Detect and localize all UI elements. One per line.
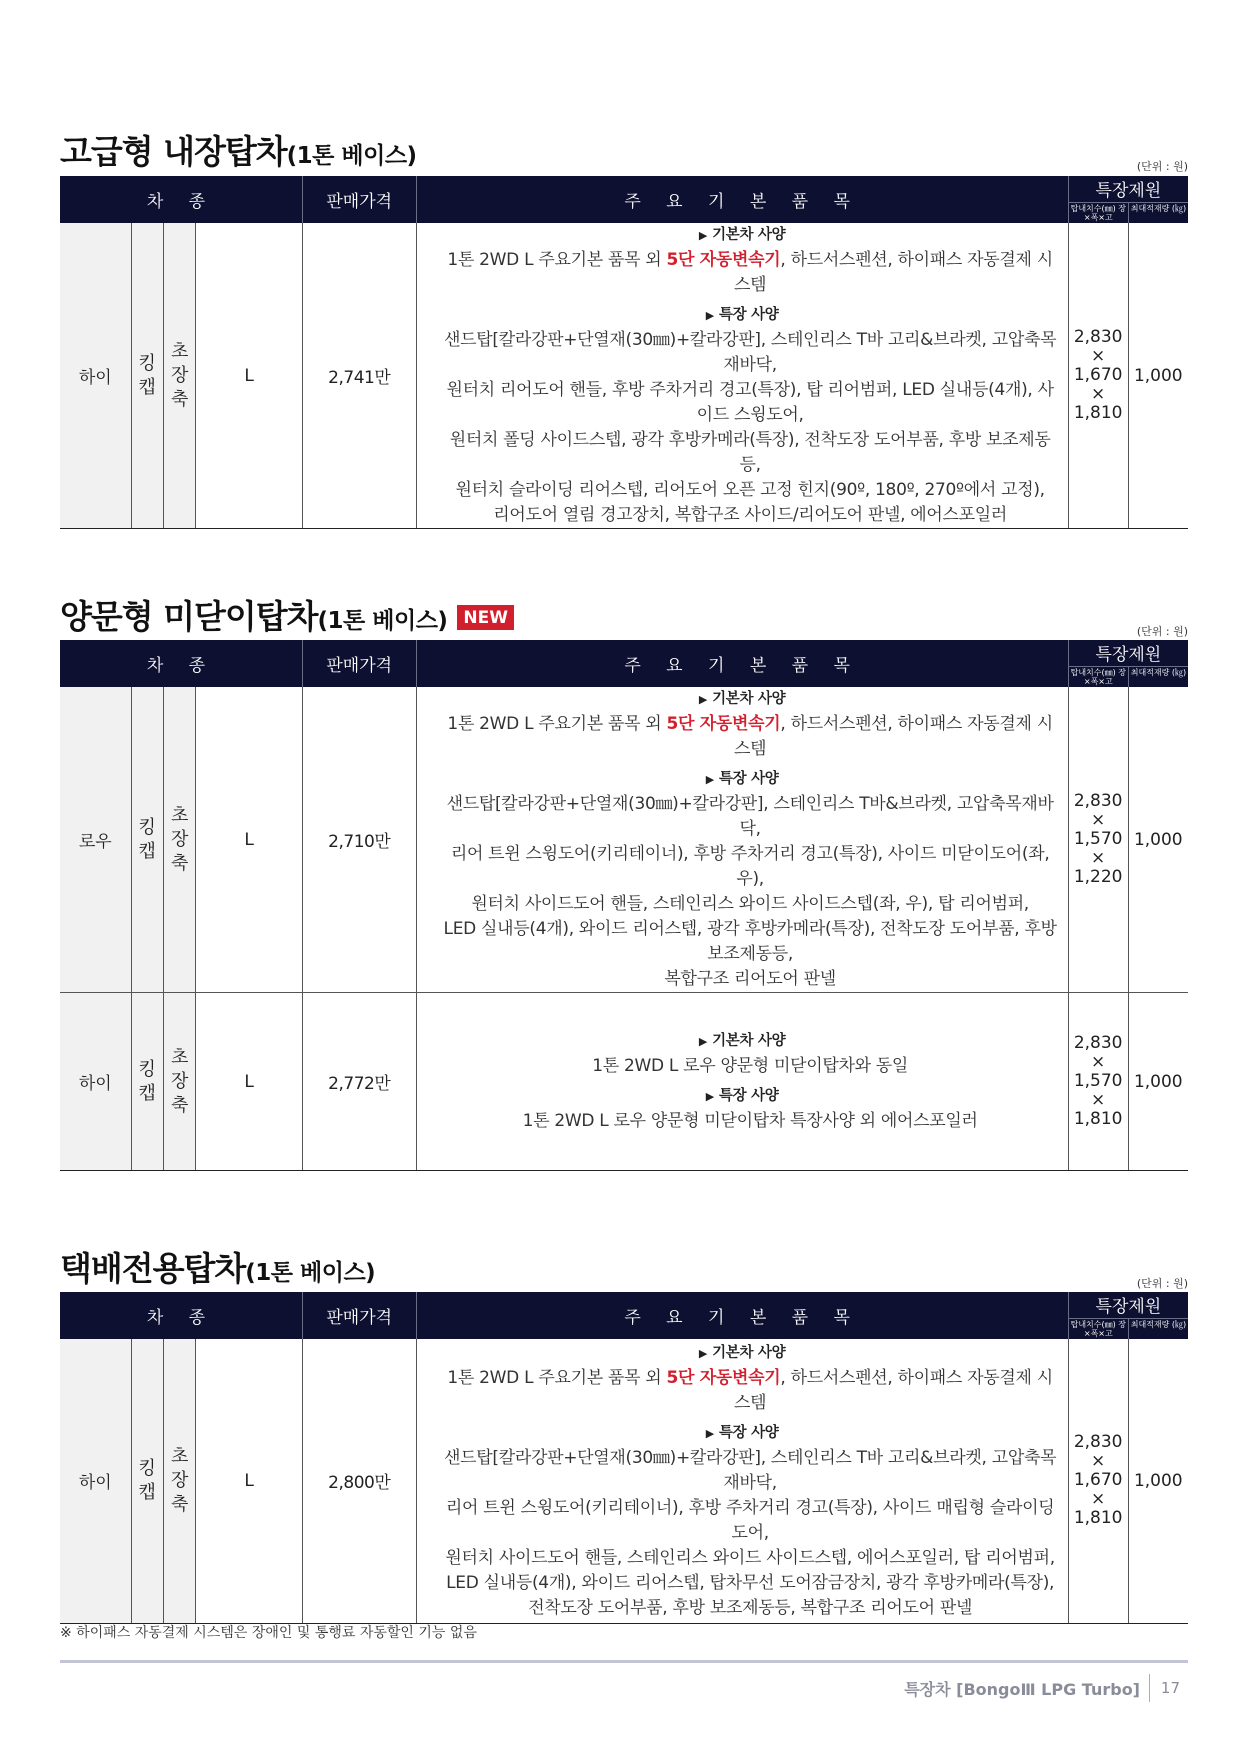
feature-line: 1톤 2WD L 로우 양문형 미닫이탑차와 동일 xyxy=(592,1056,909,1076)
feature-line: 1톤 2WD L 로우 양문형 미닫이탑차 특장사양 외 에어스포일러 xyxy=(522,1111,978,1131)
table-header-row xyxy=(60,176,1188,223)
triangle-bullet-icon: ▶ xyxy=(705,309,714,322)
feature-line: 원터치 리어도어 핸들, 후방 주차거리 경고(특장), 탑 리어범퍼, LED 실내등(4개), 사이드 스윙도어, xyxy=(446,380,1054,425)
special-spec-group: ▶ 특장 사양 샌드탑[칼라강판+단열재(30㎜)+칼라강판], 스테인리스 T바 고리&브라켓, 고압축목재바닥, 리어 트윈 스윙도어(키리테이너), 후방 주차거리 경고(특장), 사이드 매립형 슬라이딩도어, 원터치 사이드도어 핸들, 스테인리스 와이드 사이드스텝, 에어스포일러, 탑 리어범퍼, LED 실내등(4개), 와이드 리어스텝, 탑차무선 도어잠금장치, 광각 후방카메라(특장), 전착도장 도어부품, 후방 보조제동등, 복합구조 리어도어 판넬 xyxy=(425,1421,1060,1621)
header-features: 주 요 기 본 품 목 xyxy=(416,176,1068,223)
header-spec-label: 특장제원 xyxy=(1069,176,1188,203)
axle-cell: 초장축 xyxy=(163,993,195,1171)
wheelbase-cell: L xyxy=(196,687,303,993)
unit-label: (단위 : 원) xyxy=(1136,625,1188,638)
header-load: 최대적재량 (㎏) xyxy=(1128,1319,1188,1339)
footnote: ※ 하이패스 자동결제 시스템은 장애인 및 통행료 자동할인 기능 없음 xyxy=(60,1625,477,1641)
footer-divider xyxy=(60,1660,1188,1663)
feature-line: 전착도장 도어부품, 후방 보조제동등, 복합구조 리어도어 판넬 xyxy=(528,1597,973,1618)
features-cell xyxy=(416,993,1068,1171)
section-title: 택배전용탑차(1톤 베이스) xyxy=(60,1249,376,1288)
feature-line: 1톤 2WD L 주요기본 품목 외 5단 자동변속기, 하드서스펜션, 하이패스 자동결제 시스템 xyxy=(447,714,1053,759)
axle-cell: 초장축 xyxy=(163,223,195,529)
page-number: 17 xyxy=(1160,1679,1180,1697)
load-cell: 1,000 xyxy=(1128,687,1188,993)
header-spec xyxy=(1068,640,1188,687)
header-features: 주 요 기 본 품 목 xyxy=(416,640,1068,687)
header-dims: 탑내치수(㎜) 장×폭×고 xyxy=(1070,668,1127,686)
table-row xyxy=(60,687,1188,993)
table-row xyxy=(60,993,1188,1171)
header-spec-label: 특장제원 xyxy=(1069,640,1188,667)
axle-cell: 초장축 xyxy=(163,687,195,993)
wheelbase-cell: L xyxy=(196,223,303,529)
feature-line: 원터치 폴딩 사이드스텝, 광각 후방카메라(특장), 전착도장 도어부품, 후방 보조제동등, xyxy=(449,430,1051,475)
base-spec-group: ▶ 기본차 사양 1톤 2WD L 주요기본 품목 외 5단 자동변속기, 하드서스펜션, 하이패스 자동결제 시스템 xyxy=(425,687,1060,762)
header-price: 판매가격 xyxy=(302,1292,416,1339)
header-spec xyxy=(1068,176,1188,223)
header-load: 최대적재량 (㎏) xyxy=(1128,667,1188,687)
section-title: 고급형 내장탑차(1톤 베이스) xyxy=(60,132,417,171)
feature-line: 리어도어 열림 경고장치, 복합구조 사이드/리어도어 판넬, 에어스포일러 xyxy=(493,505,1008,525)
triangle-bullet-icon: ▶ xyxy=(698,693,708,706)
feature-line: 원터치 사이드도어 핸들, 스테인리스 와이드 사이드스텝, 에어스포일러, 탑 리어범퍼, xyxy=(445,1547,1055,1568)
table-row xyxy=(60,223,1188,529)
spec-table xyxy=(60,176,1188,529)
dims-cell: 2,830 × 1,570 × 1,220 xyxy=(1068,687,1128,993)
table-header-row xyxy=(60,1292,1188,1339)
base-spec-group: ▶ 기본차 사양 1톤 2WD L 로우 양문형 미닫이탑차와 동일 xyxy=(425,1029,1060,1079)
price-cell: 2,710만 xyxy=(302,687,416,993)
unit-label: (단위 : 원) xyxy=(1136,160,1188,173)
feature-line: LED 실내등(4개), 와이드 리어스텝, 탑차무선 도어잠금장치, 광각 후방카메라(특장), xyxy=(446,1572,1055,1593)
spec-table xyxy=(60,640,1188,1171)
dims-cell: 2,830 × 1,570 × 1,810 xyxy=(1068,993,1128,1171)
load-cell: 1,000 xyxy=(1128,1339,1188,1623)
special-spec-group: ▶ 특장 사양 샌드탑[칼라강판+단열재(30㎜)+칼라강판], 스테인리스 T바&브라켓, 고압축목재바닥, 리어 트윈 스윙도어(키리테이너), 후방 주차거리 경고(특장), 사이드 미닫이도어(좌, 우), 원터치 사이드도어 핸들, 스테인리스 와이드 사이드스텝(좌, 우), 탑 리어범퍼, LED 실내등(4개), 와이드 리어스텝, 광각 후방카메라(특장), 전착도장 도어부품, 후방 보조제동등, 복합구조 리어도어 판넬 xyxy=(425,767,1060,992)
header-features: 주 요 기 본 품 목 xyxy=(416,1292,1068,1339)
feature-line: 샌드탑[칼라강판+단열재(30㎜)+칼라강판], 스테인리스 T바 고리&브라켓, 고압축목재바닥, xyxy=(444,1447,1057,1493)
base-spec-group: ▶ 기본차 사양 1톤 2WD L 주요기본 품목 외 5단 자동변속기, 하드서스펜션, 하이패스 자동결제 시스템 xyxy=(425,223,1060,298)
header-dims: 탑내치수(㎜) 장×폭×고 xyxy=(1070,204,1127,222)
feature-line: 1톤 2WD L 주요기본 품목 외 5단 자동변속기, 하드서스펜션, 하이패스 자동결제 시스템 xyxy=(447,1367,1053,1413)
price-cell: 2,772만 xyxy=(302,993,416,1171)
wheelbase-cell: L xyxy=(196,1339,303,1623)
feature-line: 1톤 2WD L 주요기본 품목 외 5단 자동변속기, 하드서스펜션, 하이패스 자동결제 시스템 xyxy=(447,250,1053,295)
spec-table xyxy=(60,1292,1188,1624)
header-load: 최대적재량 (㎏) xyxy=(1128,203,1188,223)
load-cell: 1,000 xyxy=(1128,223,1188,529)
feature-line: 복합구조 리어도어 판넬 xyxy=(664,969,836,989)
special-spec-group: ▶ 특장 사양 샌드탑[칼라강판+단열재(30㎜)+칼라강판], 스테인리스 T바 고리&브라켓, 고압축목재바닥, 원터치 리어도어 핸들, 후방 주차거리 경고(특장), 탑 리어범퍼, LED 실내등(4개), 사이드 스윙도어, 원터치 폴딩 사이드스텝, 광각 후방카메라(특장), 전착도장 도어부품, 후방 보조제동등, 원터치 슬라이딩 리어스텝, 리어도어 오픈 고정 힌지(90º, 180º, 270º에서 고정), 리어도어 열림 경고장치, 복합구조 사이드/리어도어 판넬, 에어스포일러 xyxy=(425,303,1060,528)
price-cell: 2,741만 xyxy=(302,223,416,529)
features-cell xyxy=(416,1339,1068,1623)
feature-line: 샌드탑[칼라강판+단열재(30㎜)+칼라강판], 스테인리스 T바&브라켓, 고압축목재바닥, xyxy=(446,794,1054,839)
trim-cell: 하이 xyxy=(60,993,131,1171)
header-spec-label: 특장제원 xyxy=(1069,1292,1188,1319)
header-model: 차 종 xyxy=(60,640,302,687)
header-price: 판매가격 xyxy=(302,176,416,223)
trim-cell: 로우 xyxy=(60,687,131,993)
features-cell xyxy=(416,223,1068,529)
special-spec-group: ▶ 특장 사양 1톤 2WD L 로우 양문형 미닫이탑차 특장사양 외 에어스포일러 xyxy=(425,1084,1060,1134)
header-model: 차 종 xyxy=(60,1292,302,1339)
cab-cell: 킹캡 xyxy=(131,1339,163,1623)
header-spec xyxy=(1068,1292,1188,1339)
section-title: 양문형 미닫이탑차(1톤 베이스) NEW xyxy=(60,591,514,638)
header-price: 판매가격 xyxy=(302,640,416,687)
triangle-bullet-icon: ▶ xyxy=(705,773,714,786)
dims-cell: 2,830 × 1,670 × 1,810 xyxy=(1068,1339,1128,1623)
unit-label: (단위 : 원) xyxy=(1136,1277,1188,1290)
triangle-bullet-icon: ▶ xyxy=(698,1035,708,1048)
wheelbase-cell: L xyxy=(196,993,303,1171)
load-cell: 1,000 xyxy=(1128,993,1188,1171)
table-row xyxy=(60,1339,1188,1623)
feature-line: 리어 트윈 스윙도어(키리테이너), 후방 주차거리 경고(특장), 사이드 매립형 슬라이딩도어, xyxy=(445,1497,1055,1543)
features-cell xyxy=(416,687,1068,993)
triangle-bullet-icon: ▶ xyxy=(698,229,708,242)
triangle-bullet-icon: ▶ xyxy=(705,1426,714,1440)
feature-line: 원터치 슬라이딩 리어스텝, 리어도어 오픈 고정 힌지(90º, 180º, 270º에서 고정), xyxy=(455,480,1045,500)
feature-line: 샌드탑[칼라강판+단열재(30㎜)+칼라강판], 스테인리스 T바 고리&브라켓, 고압축목재바닥, xyxy=(444,330,1057,375)
dims-cell: 2,830 × 1,670 × 1,810 xyxy=(1068,223,1128,529)
header-dims: 탑내치수(㎜) 장×폭×고 xyxy=(1070,1320,1127,1338)
triangle-bullet-icon: ▶ xyxy=(698,1346,708,1360)
price-cell: 2,800만 xyxy=(302,1339,416,1623)
header-model: 차 종 xyxy=(60,176,302,223)
cab-cell: 킹캡 xyxy=(131,993,163,1171)
base-spec-group: ▶ 기본차 사양 1톤 2WD L 주요기본 품목 외 5단 자동변속기, 하드서스펜션, 하이패스 자동결제 시스템 xyxy=(425,1341,1060,1416)
trim-cell: 하이 xyxy=(60,1339,131,1623)
cab-cell: 킹캡 xyxy=(131,687,163,993)
feature-line: 리어 트윈 스윙도어(키리테이너), 후방 주차거리 경고(특장), 사이드 미닫이도어(좌, 우), xyxy=(450,844,1050,889)
triangle-bullet-icon: ▶ xyxy=(705,1090,714,1103)
feature-line: 원터치 사이드도어 핸들, 스테인리스 와이드 사이드스텝(좌, 우), 탑 리어범퍼, xyxy=(471,894,1029,914)
trim-cell: 하이 xyxy=(60,223,131,529)
new-badge: NEW xyxy=(457,605,514,630)
axle-cell: 초장축 xyxy=(163,1339,195,1623)
cab-cell: 킹캡 xyxy=(131,223,163,529)
footer-label: 특장차 [BongoⅢ LPG Turbo] xyxy=(904,1680,1140,1699)
feature-line: LED 실내등(4개), 와이드 리어스텝, 광각 후방카메라(특장), 전착도장 도어부품, 후방 보조제동등, xyxy=(443,919,1057,964)
table-header-row xyxy=(60,640,1188,687)
footer-separator xyxy=(1149,1674,1150,1702)
